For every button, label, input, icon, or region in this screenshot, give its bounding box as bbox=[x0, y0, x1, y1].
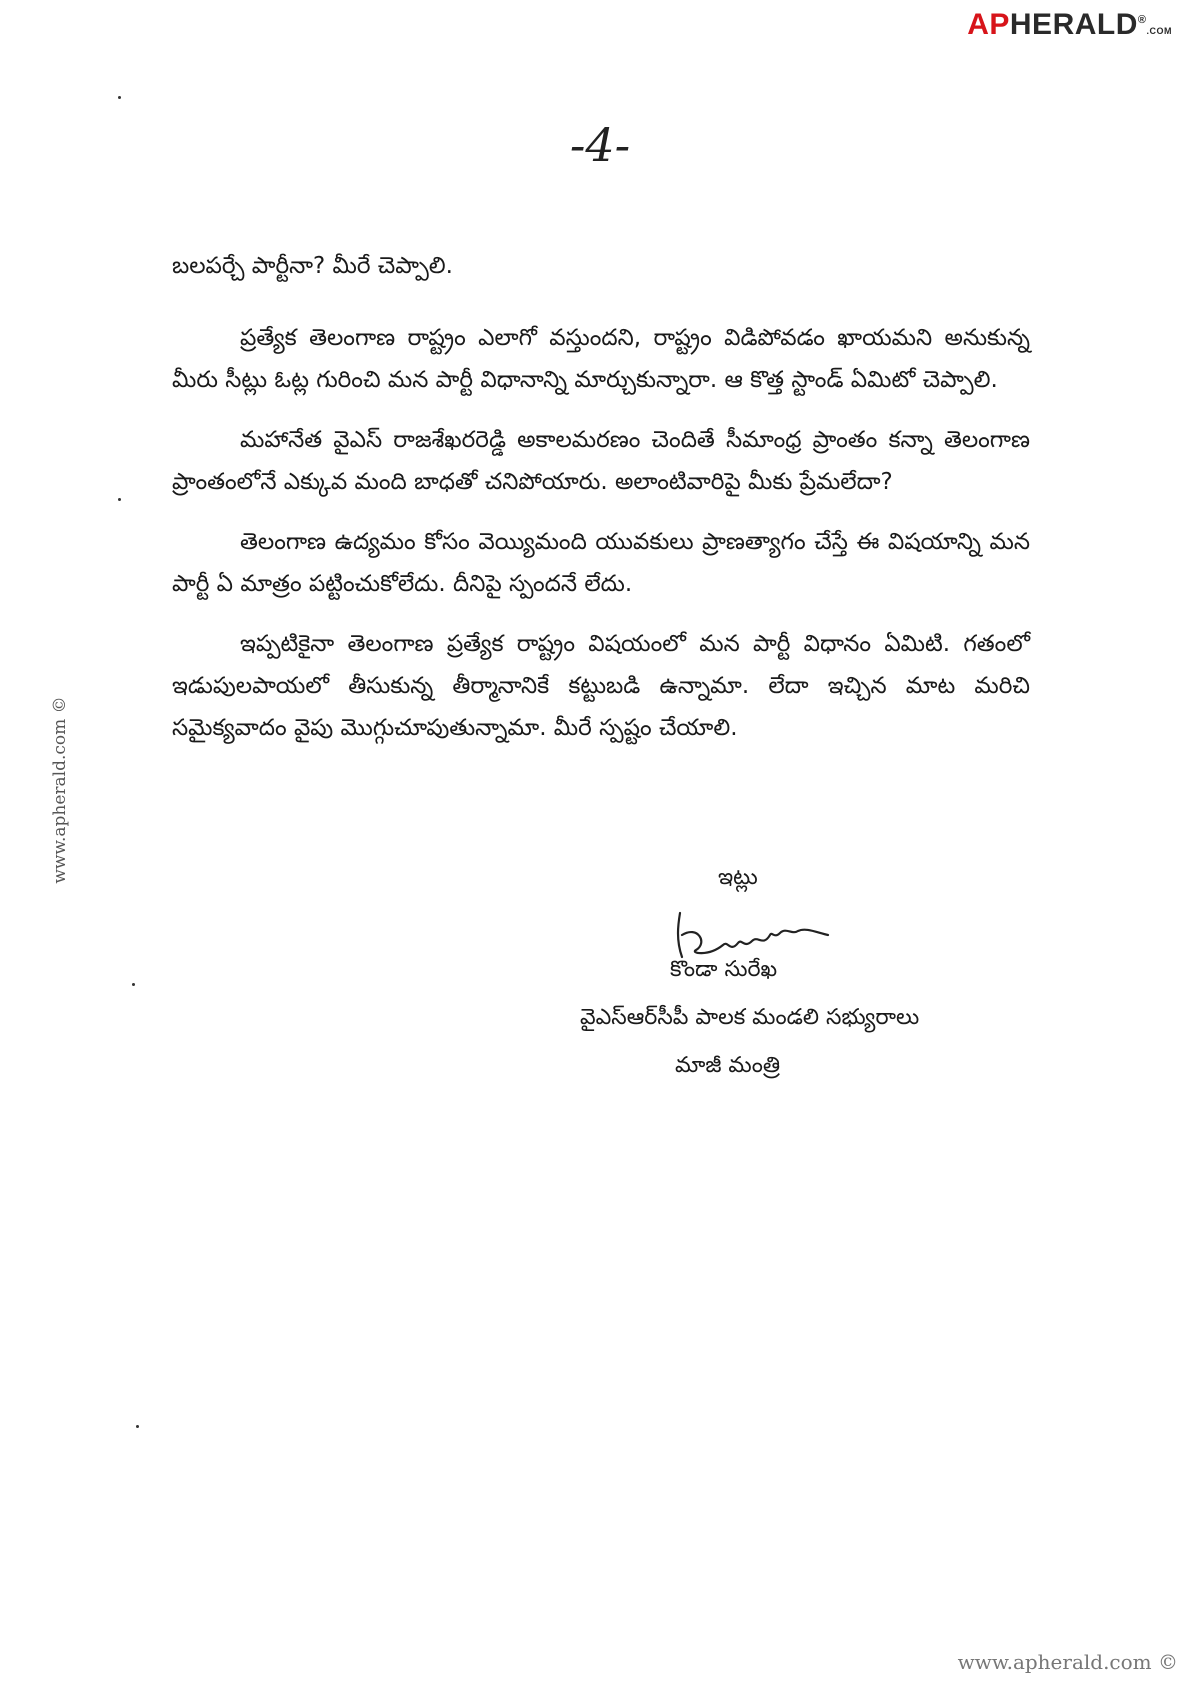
handwritten-signature bbox=[668, 905, 838, 965]
page-number: -4- bbox=[569, 118, 631, 172]
paragraph-2: ప్రత్యేక తెలంగాణ రాష్ట్రం ఎలాగో వస్తుందని, రాష్ట్రం విడిపోవడం ఖాయమని అనుకున్న మీరు సీట్లు ఓట్ల గురించి మన పార్టీ విధానాన్ని మార్చుకున్నారా. ఆ కొత్త స్టాండ్ ఏమిటో చెప్పాలి. bbox=[172, 325, 1030, 393]
paragraph-3: మహానేత వైఎస్ రాజశేఖరరెడ్డి అకాలమరణం చెందితే సీమాంధ్ర ప్రాంతం కన్నా తెలంగాణ ప్రాంతంలోనే ఎక్కువ మంది బాధతో చనిపోయారు. అలాంటివారిపై మీకు ప్రేమలేదా? bbox=[172, 427, 1030, 495]
logo-part-ap: AP bbox=[967, 8, 1010, 41]
closing-word: ఇట్లు bbox=[718, 865, 758, 890]
paragraph-5: ఇప్పటికైనా తెలంగాణ ప్రత్యేక రాష్ట్రం విషయంలో మన పార్టీ విధానం ఏమిటి. గతంలో ఇడుపులపాయలో తీసుకున్న తీర్మానానికే కట్టుబడి ఉన్నామా. లేదా ఇచ్చిన మాట మరిచి సమైక్యవాదం వైపు మొగ్గుచూపుతున్నామా. మీరే స్పష్టం చేయాలి. bbox=[172, 631, 1030, 741]
logo-part-herald: HERALD bbox=[1009, 8, 1138, 41]
footer-watermark: www.apherald.com © bbox=[957, 1650, 1178, 1674]
scan-speck bbox=[136, 1425, 139, 1428]
letter-body bbox=[172, 245, 1030, 767]
scan-speck bbox=[118, 96, 121, 99]
signer-name: కొండా సురేఖ bbox=[670, 957, 778, 982]
scan-speck bbox=[118, 498, 121, 501]
logo-suffix: .COM bbox=[1146, 26, 1172, 36]
signer-former-title: మాజీ మంత్రి bbox=[675, 1053, 781, 1078]
logo-registered-mark: ® bbox=[1137, 14, 1147, 26]
paragraph-1: బలపర్చే పార్టీనా? మీరే చెప్పాలి. bbox=[172, 253, 453, 279]
apherald-logo bbox=[967, 10, 1172, 40]
scan-speck bbox=[132, 983, 135, 986]
side-watermark: www.apherald.com © bbox=[50, 696, 70, 884]
paragraph-4: తెలంగాణ ఉద్యమం కోసం వెయ్యిమంది యువకులు ప్రాణత్యాగం చేస్తే ఈ విషయాన్ని మన పార్టీ ఏ మాత్రం పట్టించుకోలేదు. దీనిపై స్పందనే లేదు. bbox=[172, 529, 1030, 597]
signer-designation: వైఎస్ఆర్‌సీపీ పాలక మండలి సభ్యురాలు bbox=[580, 1005, 920, 1030]
